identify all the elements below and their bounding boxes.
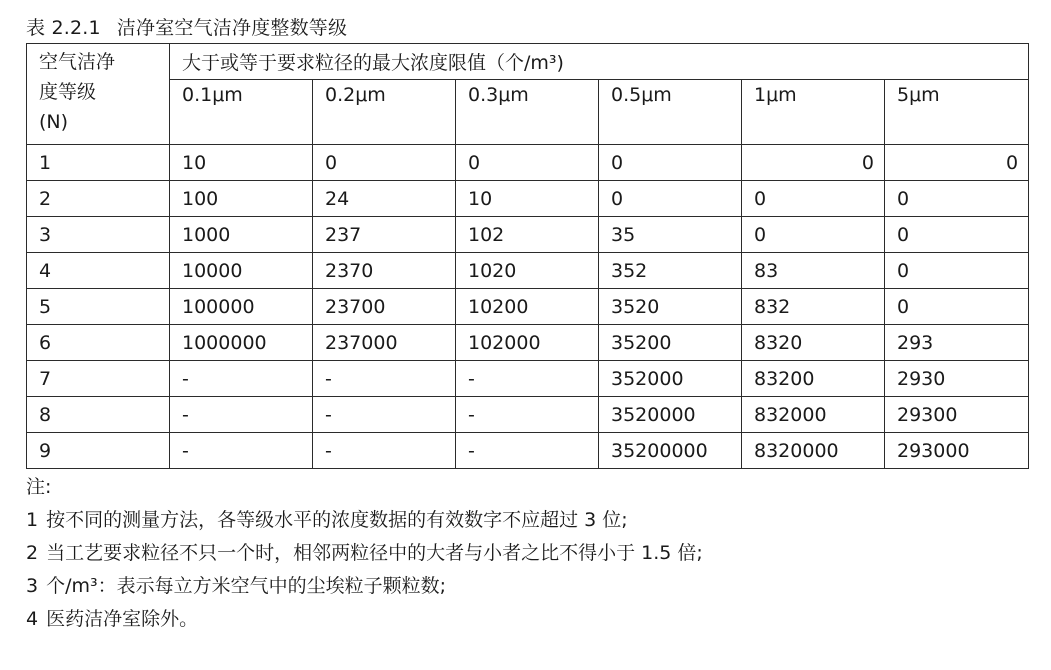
column-header-0-1um: 0.1μm bbox=[170, 80, 313, 145]
table-cell: 293 bbox=[885, 325, 1029, 361]
table-cell: 0 bbox=[742, 181, 885, 217]
table-cell: 10000 bbox=[170, 253, 313, 289]
table-cell: 0 bbox=[885, 217, 1029, 253]
table-cell: 2930 bbox=[885, 361, 1029, 397]
table-caption bbox=[26, 14, 1030, 43]
table-cell: 10200 bbox=[456, 289, 599, 325]
table-cell: 0 bbox=[885, 289, 1029, 325]
table-cell: 293000 bbox=[885, 433, 1029, 469]
table-cell: 0 bbox=[742, 145, 885, 181]
grade-cell: 4 bbox=[27, 253, 170, 289]
table-row bbox=[27, 217, 1029, 253]
table-cell: 352 bbox=[599, 253, 742, 289]
grade-header-line2: 度等级 bbox=[39, 81, 97, 103]
table-cell: 0 bbox=[313, 145, 456, 181]
column-header-5um: 5μm bbox=[885, 80, 1029, 145]
note-item bbox=[26, 603, 1030, 636]
table-cell: 237000 bbox=[313, 325, 456, 361]
table-row bbox=[27, 289, 1029, 325]
table-cell: 100 bbox=[170, 181, 313, 217]
concentration-group-header: 大于或等于要求粒径的最大浓度限值（个/m³) bbox=[170, 44, 1029, 80]
table-cell: 2370 bbox=[313, 253, 456, 289]
grade-cell: 8 bbox=[27, 397, 170, 433]
table-cell: 24 bbox=[313, 181, 456, 217]
table-cell: 352000 bbox=[599, 361, 742, 397]
table-cell: 10 bbox=[456, 181, 599, 217]
table-cell: 8320000 bbox=[742, 433, 885, 469]
grade-header-line1: 空气洁净 bbox=[39, 51, 116, 73]
grade-cell: 2 bbox=[27, 181, 170, 217]
grade-cell: 7 bbox=[27, 361, 170, 397]
table-row bbox=[27, 181, 1029, 217]
column-header-0-5um: 0.5μm bbox=[599, 80, 742, 145]
table-cell: 23700 bbox=[313, 289, 456, 325]
note-item bbox=[26, 504, 1030, 537]
table-cell: 35200000 bbox=[599, 433, 742, 469]
table-cell: 0 bbox=[599, 181, 742, 217]
grade-cell: 9 bbox=[27, 433, 170, 469]
table-cell: 102000 bbox=[456, 325, 599, 361]
table-cell: - bbox=[313, 433, 456, 469]
table-row bbox=[27, 145, 1029, 181]
table-cell: 237 bbox=[313, 217, 456, 253]
table-title-text: 洁净室空气洁净度整数等级 bbox=[116, 17, 348, 39]
table-number: 表 2.2.1 bbox=[26, 17, 101, 39]
grade-header-line3: (N) bbox=[39, 111, 69, 133]
table-cell: - bbox=[456, 397, 599, 433]
table-row bbox=[27, 325, 1029, 361]
table-cell: 1000 bbox=[170, 217, 313, 253]
table-cell: - bbox=[313, 397, 456, 433]
grade-cell: 6 bbox=[27, 325, 170, 361]
table-cell: 0 bbox=[885, 145, 1029, 181]
table-cell: 0 bbox=[599, 145, 742, 181]
table-cell: 0 bbox=[885, 181, 1029, 217]
table-cell: - bbox=[170, 361, 313, 397]
table-row bbox=[27, 253, 1029, 289]
note-index: 1 bbox=[26, 509, 39, 531]
table-cell: 1000000 bbox=[170, 325, 313, 361]
table-cell: 3520 bbox=[599, 289, 742, 325]
note-text: 当工艺要求粒径不只一个时，相邻两粒径中的大者与小者之比不得小于 1.5 倍; bbox=[46, 542, 703, 564]
table-cell: 10 bbox=[170, 145, 313, 181]
table-row bbox=[27, 361, 1029, 397]
table-cell: - bbox=[313, 361, 456, 397]
note-text: 个/m³：表示每立方米空气中的尘埃粒子颗粒数; bbox=[46, 575, 447, 597]
table-cell: 0 bbox=[742, 217, 885, 253]
document-page bbox=[26, 14, 1030, 636]
table-row bbox=[27, 397, 1029, 433]
table-cell: 35200 bbox=[599, 325, 742, 361]
note-index: 4 bbox=[26, 608, 39, 630]
table-cell: 832000 bbox=[742, 397, 885, 433]
table-cell: 1020 bbox=[456, 253, 599, 289]
table-row bbox=[27, 433, 1029, 469]
table-cell: 0 bbox=[456, 145, 599, 181]
notes-label: 注: bbox=[26, 476, 52, 498]
note-index: 2 bbox=[26, 542, 39, 564]
note-item bbox=[26, 570, 1030, 603]
table-cell: - bbox=[170, 433, 313, 469]
note-text: 医药洁净室除外。 bbox=[46, 608, 199, 630]
note-index: 3 bbox=[26, 575, 39, 597]
table-cell: 83200 bbox=[742, 361, 885, 397]
table-cell: 3520000 bbox=[599, 397, 742, 433]
table-cell: - bbox=[170, 397, 313, 433]
table-cell: 102 bbox=[456, 217, 599, 253]
table-cell: - bbox=[456, 433, 599, 469]
table-cell: 832 bbox=[742, 289, 885, 325]
table-cell: 29300 bbox=[885, 397, 1029, 433]
table-cell: 8320 bbox=[742, 325, 885, 361]
column-header-0-3um: 0.3μm bbox=[456, 80, 599, 145]
grade-cell: 1 bbox=[27, 145, 170, 181]
cleanliness-grade-table bbox=[26, 43, 1029, 469]
grade-cell: 3 bbox=[27, 217, 170, 253]
table-cell: 0 bbox=[885, 253, 1029, 289]
column-header-0-2um: 0.2μm bbox=[313, 80, 456, 145]
header-row-sizes bbox=[27, 80, 1029, 145]
note-text: 按不同的测量方法，各等级水平的浓度数据的有效数字不应超过 3 位; bbox=[46, 509, 628, 531]
table-cell: 83 bbox=[742, 253, 885, 289]
note-item bbox=[26, 537, 1030, 570]
header-row-group bbox=[27, 44, 1029, 80]
table-cell: - bbox=[456, 361, 599, 397]
table-cell: 35 bbox=[599, 217, 742, 253]
grade-column-header bbox=[27, 44, 170, 145]
column-header-1um: 1μm bbox=[742, 80, 885, 145]
grade-cell: 5 bbox=[27, 289, 170, 325]
table-cell: 100000 bbox=[170, 289, 313, 325]
